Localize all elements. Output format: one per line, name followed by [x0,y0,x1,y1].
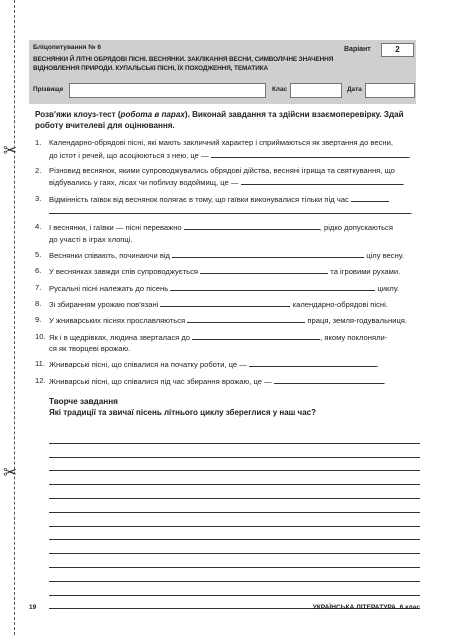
item-number: 4. [35,222,42,232]
item-text: Веснянки співають, починаючи від [49,251,170,261]
answer-lines[interactable] [49,430,420,609]
creative-task-question: Які традиції та звичаї пісень літнього циклу збереглися у наш час? [49,408,316,417]
item-text: , якому поклоняли- [320,332,388,342]
date-label: Дата [347,86,362,93]
answer-blank[interactable] [192,331,320,340]
item-number: 3. [35,193,42,203]
cut-line [14,0,15,635]
answer-blank[interactable] [249,358,380,370]
list-item [35,193,421,218]
instructions-lead: Розв'яжи клоуз-тест ( [35,110,121,119]
item-number: 2. [35,165,42,175]
item-number: 10. [35,331,46,341]
answer-blank[interactable] [172,249,364,258]
answer-line[interactable] [49,554,420,568]
variant-label: Варіант [344,46,371,53]
item-text: Різновид веснянок, якими супроводжувались обрядові дійства, весняні ігрища та святкування, що [49,165,395,175]
answer-blank[interactable] [241,176,405,188]
item-text: праця, земля-годувальниця. [307,316,408,326]
answer-blank[interactable] [160,298,290,307]
surname-field[interactable] [69,83,266,98]
list-item [35,298,421,311]
item-text: , рідко допускаються [319,223,393,233]
answer-blank[interactable] [170,282,375,291]
item-punct: . [411,207,414,217]
item-text: І веснянки, і гаївки — пісні переважно [49,223,182,233]
list-item [35,137,421,161]
list-item [35,265,421,278]
answer-blank[interactable] [200,265,328,274]
item-number: 6. [35,266,42,276]
cloze-test [35,137,421,391]
item-punct: . [408,150,411,160]
item-text: Як і в щедрівках, людина зверталася до [49,332,190,342]
item-text: та ігровими рухами. [330,267,401,277]
answer-line[interactable] [49,568,420,582]
scissors-icon: ✂ [3,463,18,482]
list-item [35,375,421,388]
instructions-italic: робота в парах [120,110,185,119]
item-number: 5. [35,250,42,260]
answer-line[interactable] [49,430,420,444]
item-number: 9. [35,315,42,325]
item-punct: . [383,376,386,386]
item-text: ся як творцеві врожаю. [49,344,131,354]
answer-blank[interactable] [187,314,305,323]
item-text: календарно-обрядові пісні. [292,300,388,310]
answer-line[interactable] [49,540,420,554]
class-field[interactable] [290,83,342,98]
list-item [35,282,421,295]
item-number: 1. [35,138,42,147]
item-number: 8. [35,299,42,309]
creative-task-heading: Творче завдання [49,397,118,406]
answer-line[interactable] [49,485,420,499]
item-text: до істот і речей, що асоціюються з нею, це — [49,150,209,160]
item-text: Відмінність гаївок від веснянок полягає в тому, що гаївки виконувалися тільки під час [49,194,349,204]
answer-line[interactable] [49,527,420,541]
item-text: відбувались у гаях, лісах чи поблизу водоймищ, це — [49,178,239,188]
item-text: Русальні пісні належать до пісень [49,283,169,293]
answer-line[interactable] [49,513,420,527]
quiz-label: Бліцопитування № 6 [33,44,102,51]
list-item [35,221,421,245]
worksheet-title: ВЕСНЯНКИ Й ЛІТНІ ОБРЯДОВІ ПІСНІ. ВЕСНЯНКИ. ЗАКЛІКАННЯ ВЕСНИ, СИМВОЛІЧНЕ ЗНАЧЕННЯ ВІДНОВЛЕННЯ ПРИРОДИ. КУПАЛЬСЬКІ ПІСНІ, ЇХ ПОХОДЖЕННЯ, ТЕМАТИКА [33,56,334,72]
list-item [35,331,421,355]
answer-blank[interactable] [351,193,389,202]
item-text: Жниварські пісні, що співалися під час збирання врожаю, це — [49,376,272,386]
item-text: У жниварських піснях прославляються [49,316,186,326]
variant-value: 2 [381,43,414,57]
item-text: до участі в іграх хлопці. [49,234,133,244]
answer-line[interactable] [49,444,420,458]
item-text: У веснянках завжди спів супроводжується [49,267,199,277]
page-number: 19 [29,604,37,611]
list-item [35,249,421,262]
answer-blank[interactable] [211,149,409,158]
answer-line[interactable] [49,582,420,596]
scissors-icon: ✂ [3,141,18,160]
answer-blank[interactable] [49,205,414,217]
page-footer [29,604,420,616]
item-text: Календарно-обрядові пісні, які мають закличний характер і сприймаються як звертання до весни, [49,138,393,147]
item-number: 7. [35,282,42,292]
date-field[interactable] [365,83,415,98]
item-text: Жниварські пісні, що співалися на початку роботи, це — [49,360,247,370]
answer-line[interactable] [49,471,420,485]
list-item [35,165,421,189]
item-text: Зі збиранням урожаю пов'язані [49,300,159,310]
list-item [35,314,421,327]
item-punct: . [376,360,380,370]
item-text: циклу. [377,283,399,293]
item-text: цілу весну. [366,251,404,261]
surname-label: Прізвище [33,86,64,93]
instructions-rest: ). Виконай завдання та здійсни взаємоперевірку. Здай роботу вчителеві для оцінювання. [35,110,404,130]
item-punct: . [402,178,405,188]
answer-blank[interactable] [274,375,384,384]
book-title: УКРАЇНСЬКА ЛІТЕРАТУРА. 6 клас [312,604,420,611]
answer-blank[interactable] [184,221,320,230]
class-label: Клас [272,86,288,93]
item-number: 12. [35,375,46,385]
answer-line[interactable] [49,458,420,472]
list-item [35,358,421,371]
item-number: 11. [35,359,45,369]
instructions [35,109,420,131]
worksheet-header [29,40,416,104]
answer-line[interactable] [49,499,420,513]
